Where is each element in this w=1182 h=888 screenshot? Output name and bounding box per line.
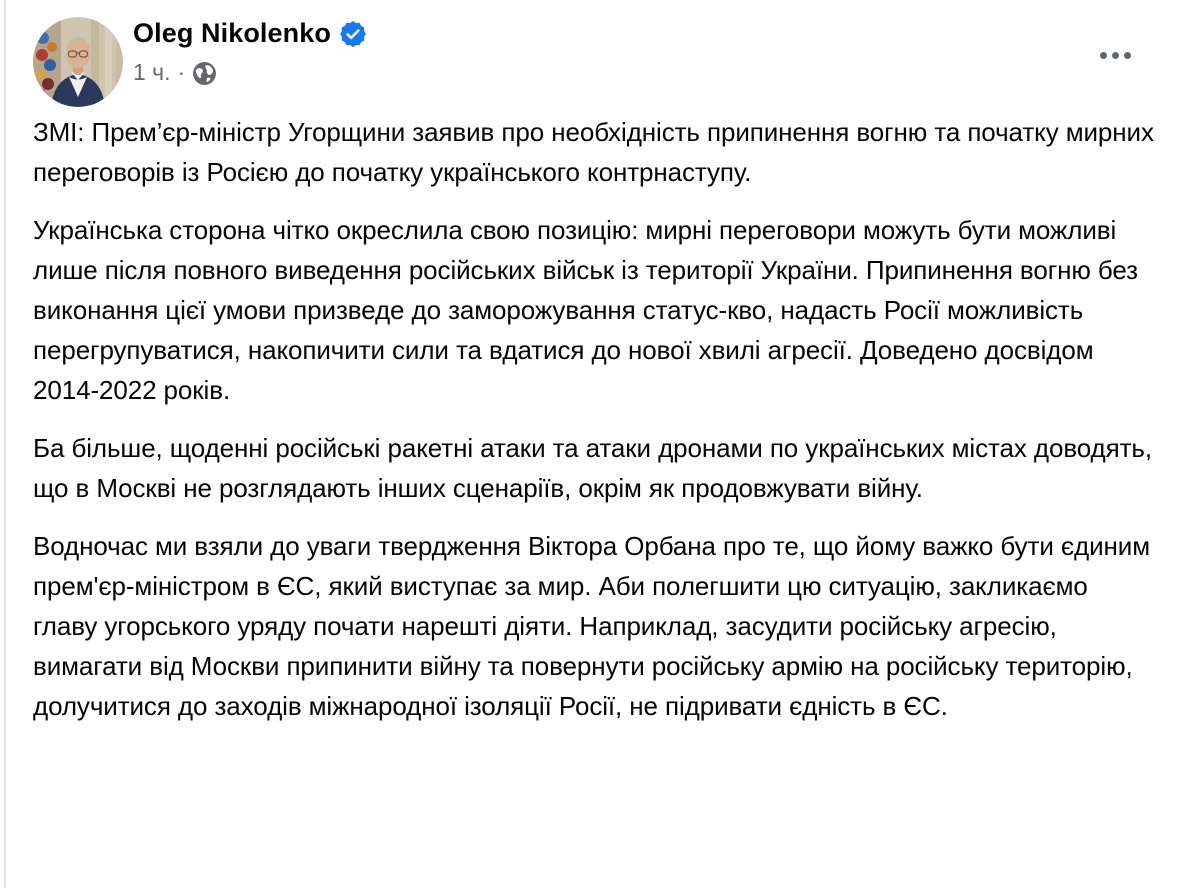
post-body <box>33 112 1159 726</box>
post-meta <box>133 59 217 86</box>
post-timestamp[interactable]: 1 ч. <box>133 59 171 85</box>
card-left-edge <box>4 0 6 888</box>
post-options-button[interactable] <box>1086 36 1144 74</box>
profile-photo-icon <box>33 17 123 107</box>
post-paragraph: Водночас ми взяли до уваги твердження Віктора Орбана про те, що йому важко бути єдиним прем'єр-міністром в ЄС, який виступає за мир. Аби полегшити цю ситуацію, закликаємо главу угорського уряду почати нарешті діяти. Наприклад, засудити російську агресію, вимагати від Москви припинити війну та повернути російську армію на російську територію, долучитися до заходів міжнародної ізоляції Росії, не підривати єдність в ЄС. <box>33 531 1151 721</box>
verified-badge-icon <box>340 21 366 47</box>
post-header <box>0 0 1182 110</box>
post-paragraph: Ба більше, щоденні російські ракетні атаки та атаки дронами по українських містах доводять, що в Москві не розглядають інших сценаріїв, окрім як продовжувати війну. <box>33 433 1152 503</box>
post-paragraph: Українська сторона чітко окреслила свою позицію: мирні переговори можуть бути можливі лише після повного виведення російських військ із території України. Припинення вогню без виконання цієї умови призведе до заморожування статус-кво, надасть Росії можливість перегрупуватися, накопичити сили та вдатися до нової хвилі агресії. Доведено досвідом 2014-2022 років. <box>33 215 1138 405</box>
ellipsis-icon <box>1124 52 1131 59</box>
ellipsis-icon <box>1112 52 1119 59</box>
author-row <box>133 18 366 49</box>
post-paragraph: ЗМІ: Прем’єр-міністр Угорщини заявив про необхідність припинення вогню та початку мирних переговорів із Росією до початку українського контрнаступу. <box>33 117 1154 187</box>
author-name[interactable]: Oleg Nikolenko <box>133 18 331 48</box>
avatar[interactable] <box>33 17 123 107</box>
globe-audience-icon <box>192 61 217 86</box>
ellipsis-icon <box>1100 52 1107 59</box>
meta-separator: · <box>177 59 186 85</box>
